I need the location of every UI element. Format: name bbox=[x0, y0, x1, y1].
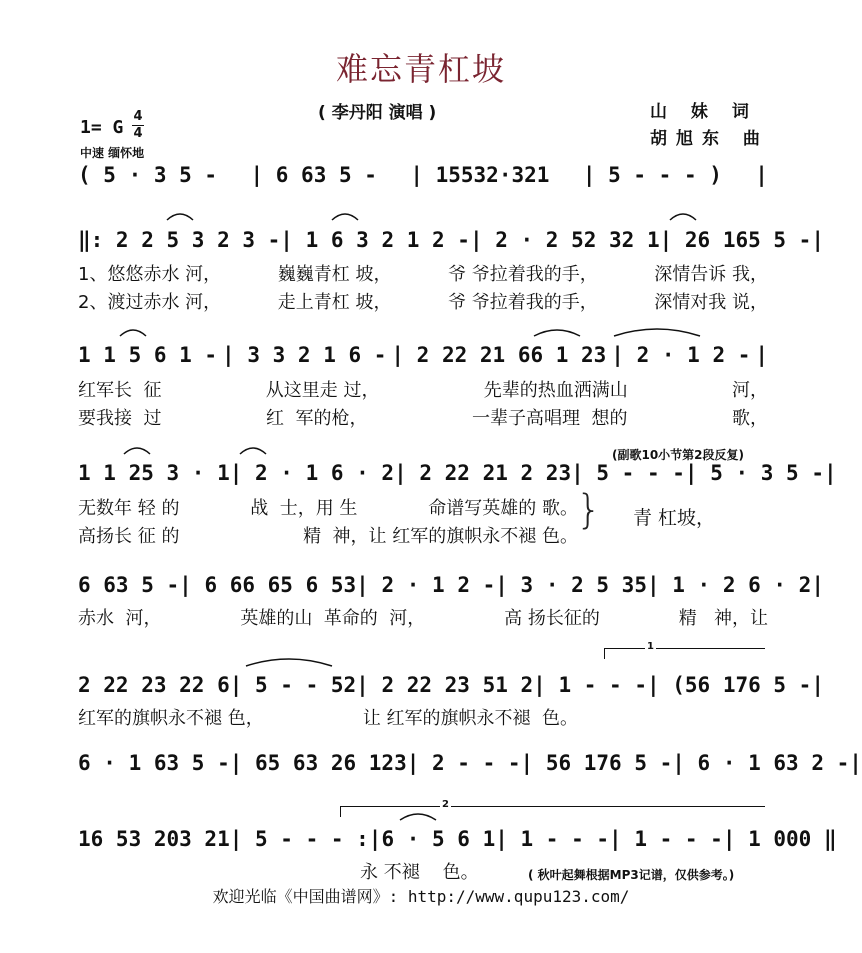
measure: | 1 000 ‖ bbox=[722, 827, 837, 851]
measure: | 1 - - - bbox=[533, 673, 647, 697]
slur bbox=[398, 810, 438, 822]
lyric: 让 红军的旗帜永不褪 色。 bbox=[362, 708, 578, 729]
volta-bracket-1 bbox=[604, 648, 765, 659]
lyric: 赤水 河， bbox=[78, 608, 162, 629]
measure: 1 1 5 6 1 - bbox=[78, 343, 218, 367]
lyric: 先辈的热血洒满山 bbox=[483, 380, 628, 401]
barline: | bbox=[823, 461, 837, 485]
lyric: 一辈子高唱理 想的 bbox=[472, 408, 628, 429]
measure: ( 5 · 3 5 - bbox=[78, 163, 218, 187]
measure: | 5 - - - ) bbox=[582, 163, 722, 187]
music-row-6 bbox=[78, 670, 824, 700]
time-signature-top: 4 bbox=[133, 109, 143, 124]
lyric: 从这里走 过， bbox=[265, 380, 380, 401]
lyric-row-verse-2 bbox=[78, 522, 578, 548]
measure: | 3 · 2 5 35 bbox=[495, 573, 647, 597]
music-row-5 bbox=[78, 570, 824, 600]
barline: | bbox=[849, 751, 862, 775]
barline: | bbox=[755, 163, 768, 187]
measure: | 2 - - - bbox=[406, 751, 521, 775]
lyric: 要我接 过 bbox=[78, 408, 162, 429]
measure: | 5 - - - bbox=[571, 461, 685, 485]
measure: | 26 165 5 - bbox=[659, 228, 812, 252]
music-row-3 bbox=[78, 340, 768, 370]
singer-credit: ( 李丹阳 演唱 ) bbox=[318, 103, 437, 123]
volta-number: 1 bbox=[647, 641, 654, 652]
lyric: 红军长 征 bbox=[78, 380, 162, 401]
lyric-row-chorus bbox=[78, 704, 578, 730]
measure: | 5 - - - :| bbox=[229, 827, 382, 851]
key-signature: 1= G bbox=[80, 117, 124, 138]
measure: | 2 22 21 66 1 23 bbox=[391, 343, 607, 367]
lyric-row-verse-2 bbox=[78, 288, 768, 314]
lyric: 河， bbox=[731, 380, 768, 401]
volta-number: 2 bbox=[442, 799, 449, 810]
measure: ‖: 2 2 5 3 2 3 - bbox=[78, 228, 281, 252]
lyric-row-verse-2 bbox=[78, 404, 768, 430]
measure: | 6 · 1 63 2 - bbox=[672, 751, 850, 775]
lyric: 战 士，用 生 bbox=[250, 498, 358, 519]
time-signature bbox=[132, 110, 144, 141]
slur bbox=[532, 326, 582, 338]
slur bbox=[668, 210, 698, 222]
measure: 1 1 25 3 · 1 bbox=[78, 461, 230, 485]
music-row-8 bbox=[78, 824, 837, 854]
lyric-row-chorus bbox=[78, 604, 768, 630]
slur bbox=[118, 326, 148, 338]
lyric: 精 神，让 红军的旗帜永不褪 色。 bbox=[303, 526, 578, 547]
repeat-note: (副歌10小节第2段反复) bbox=[612, 448, 745, 462]
lyric: 精 神，让 bbox=[678, 608, 768, 629]
lyric: 英雄的山 革命的 河， bbox=[240, 608, 426, 629]
composer-credit: 胡旭东 曲 bbox=[650, 129, 769, 149]
lyric: 2、渡过赤水 河， bbox=[78, 292, 222, 313]
lyric: 歌， bbox=[732, 408, 768, 429]
time-signature-bottom: 4 bbox=[133, 126, 143, 141]
measure: | 2 · 1 2 - bbox=[356, 573, 496, 597]
transcription-note: ( 秋叶起舞根据MP3记谱，仅供参考。) bbox=[528, 868, 735, 882]
lyric: 走上青杠 坡， bbox=[277, 292, 392, 313]
brace-symbol: } bbox=[576, 487, 602, 533]
measure: | 6 66 65 6 53 bbox=[179, 573, 357, 597]
tempo-marking: 中速 缅怀地 bbox=[80, 146, 145, 160]
lyric: 巍巍青杠 坡， bbox=[277, 264, 392, 285]
music-row-2 bbox=[78, 225, 824, 255]
lyric: 深情对我 说， bbox=[654, 292, 768, 313]
barline: | bbox=[755, 343, 768, 367]
slur bbox=[238, 444, 268, 456]
lyric-row-verse-1 bbox=[78, 260, 768, 286]
measure: | 2 · 2 52 32 1 bbox=[469, 228, 660, 252]
lyric: 高 扬长征的 bbox=[504, 608, 600, 629]
lyric: 无数年 轻 的 bbox=[78, 498, 180, 519]
website-footer: 欢迎光临《中国曲谱网》: http://www.qupu123.com/ bbox=[212, 887, 630, 906]
measure: 6 · 1 63 5 - bbox=[78, 751, 230, 775]
lyricist-credit: 山 妹 词 bbox=[650, 102, 758, 122]
slur bbox=[165, 210, 195, 222]
lyric-row-verse-1 bbox=[78, 376, 768, 402]
measure: | 65 63 26 123 bbox=[229, 751, 407, 775]
barline: | bbox=[811, 228, 824, 252]
measure: 2 22 23 22 6 bbox=[78, 673, 230, 697]
measure: | 5 · 3 5 - bbox=[684, 461, 824, 485]
measure: 16 53 203 21 bbox=[78, 827, 230, 851]
measure: | 5 - - 52 bbox=[229, 673, 357, 697]
measure: 6 63 5 - bbox=[78, 573, 180, 597]
lyric: 红军的旗帜永不褪 色， bbox=[78, 708, 264, 729]
lyric-row-verse-1 bbox=[78, 494, 578, 520]
lyric: 1、悠悠赤水 河， bbox=[78, 264, 222, 285]
measure: | 1 · 2 6 · 2 bbox=[646, 573, 812, 597]
lyric: 永 不褪 色。 bbox=[360, 862, 479, 883]
barline: | bbox=[811, 673, 824, 697]
measure: | 1 - - - bbox=[609, 827, 723, 851]
slur bbox=[122, 444, 152, 456]
lyric: 红 军的枪， bbox=[266, 408, 368, 429]
lyric: 深情告诉 我， bbox=[654, 264, 768, 285]
lyric: 高扬长 征 的 bbox=[78, 526, 180, 547]
slur bbox=[330, 210, 360, 222]
measure: | 2 · 1 6 · 2 bbox=[229, 461, 395, 485]
lyric: 爷 爷拉着我的手， bbox=[447, 264, 598, 285]
lyric: 爷 爷拉着我的手， bbox=[447, 292, 598, 313]
measure: | 56 176 5 - bbox=[520, 751, 673, 775]
slur bbox=[244, 656, 334, 668]
measure: | 2 22 21 2 23 bbox=[394, 461, 572, 485]
slur bbox=[612, 326, 702, 338]
measure: | 2 · 1 2 - bbox=[611, 343, 751, 367]
chorus-lyric: 青 杠坡， bbox=[633, 507, 716, 529]
lyric-row-ending bbox=[360, 858, 520, 884]
measure: | 3 3 2 1 6 - bbox=[222, 343, 387, 367]
barline: | bbox=[811, 573, 824, 597]
song-title: 难忘青杠坡 bbox=[335, 50, 506, 88]
music-row-4 bbox=[78, 458, 837, 488]
measure: | 1 - - - bbox=[495, 827, 610, 851]
measure: | 2 22 23 51 2 bbox=[356, 673, 534, 697]
measure: | 1 6 3 2 1 2 - bbox=[280, 228, 470, 252]
measure: | (56 176 5 - bbox=[646, 673, 812, 697]
measure: | 6 63 5 - bbox=[250, 163, 377, 187]
measure: | 15532·321 bbox=[410, 163, 550, 187]
lyric: 命谱写英雄的 歌。 bbox=[428, 498, 578, 519]
measure: 6 · 5 6 1 bbox=[381, 827, 496, 851]
music-row-1 bbox=[78, 160, 768, 190]
music-row-7 bbox=[78, 748, 862, 778]
